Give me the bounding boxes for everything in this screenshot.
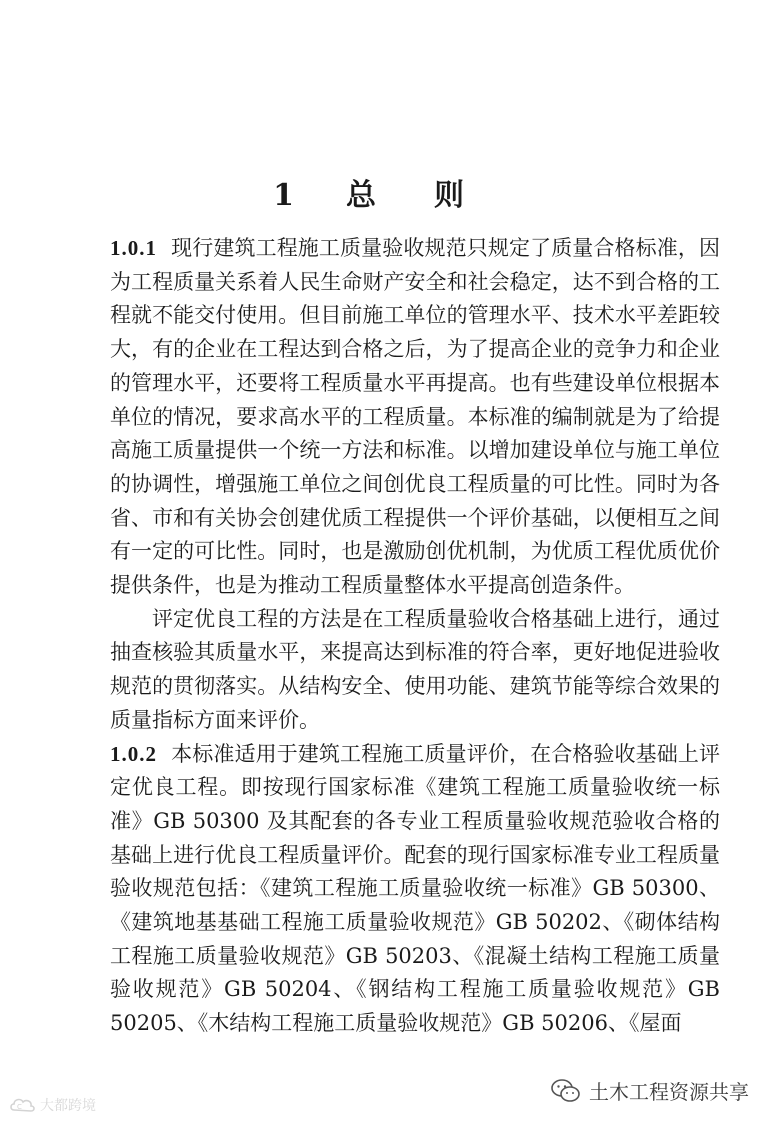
clause-text: 现行建筑工程施工质量验收规范只规定了质量合格标准，因为工程质量关系着人民生命财产安全和社会稳定，达不到合格的工程就不能交付使用。但目前施工单位的管理水平、技术水平差距较大，有的企业在工程达到合格之后，为了提高企业的竞争力和企业的管理水平，还要将工程质量水平再提高。也有些建设单位根据本单位的情况，要求高水平的工程质量。本标准的编制就是为了给提高施工质量提供一个统一方法和标准。以增加建设单位与施工单位的协调性，增强施工单位之间创优良工程质量的可比性。同时为各省、市和有关协会创建优质工程提供一个评价基础，以便相互之间有一定的可比性。同时，也是激励创优机制，为优质工程优质优价提供条件，也是为推动工程质量整体水平提高创造条件。	[110, 236, 720, 598]
cloud-logo-icon	[8, 1094, 36, 1116]
watermark-left-text: 大都跨境	[40, 1098, 96, 1114]
clause-1-0-1	[110, 232, 720, 603]
body-text	[110, 232, 720, 1041]
clause-number: 1.0.2	[110, 741, 157, 766]
chapter-title-char-2: 则	[433, 178, 466, 214]
wechat-icon	[551, 1078, 581, 1104]
clause-1-0-1-paragraph-2: 评定优良工程的方法是在工程质量验收合格基础上进行，通过抽查核验其质量水平，来提高达到标准的符合率，更好地促进验收规范的贯彻落实。从结构安全、使用功能、建筑节能等综合效果的质量指标方面来评价。	[110, 606, 720, 732]
clause-number: 1.0.1	[110, 236, 157, 260]
svg-text:C: C	[17, 1103, 22, 1111]
chapter-title	[0, 170, 767, 214]
watermark-right	[551, 1076, 749, 1105]
chapter-title-char-1: 总	[345, 178, 378, 214]
clause-1-0-2	[110, 738, 720, 1041]
chapter-number: 1	[273, 178, 296, 214]
clause-text: 本标准适用于建筑工程施工质量评价，在合格验收基础上评定优良工程。即按现行国家标准《建筑工程施工质量验收统一标准》GB 50300 及其配套的各专业工程质量验收规范验收合格的基础上进行优良工程质量评价。配套的现行国家标准专业工程质量验收规范包括：《建筑工程施工质量验收统一标准》GB 50300、《建筑地基基础工程施工质量验收规范》GB 50202、《砌体结构工程施工质量验收规范》GB 50203、《混凝土结构工程施工质量验收规范》GB 50204、《钢结构工程施工质量验收规范》GB 50205、《木结构工程施工质量验收规范》GB 50206、《屋面	[110, 741, 720, 1036]
watermark-right-text: 土木工程资源共享	[589, 1080, 749, 1104]
watermark-left	[8, 1094, 96, 1116]
